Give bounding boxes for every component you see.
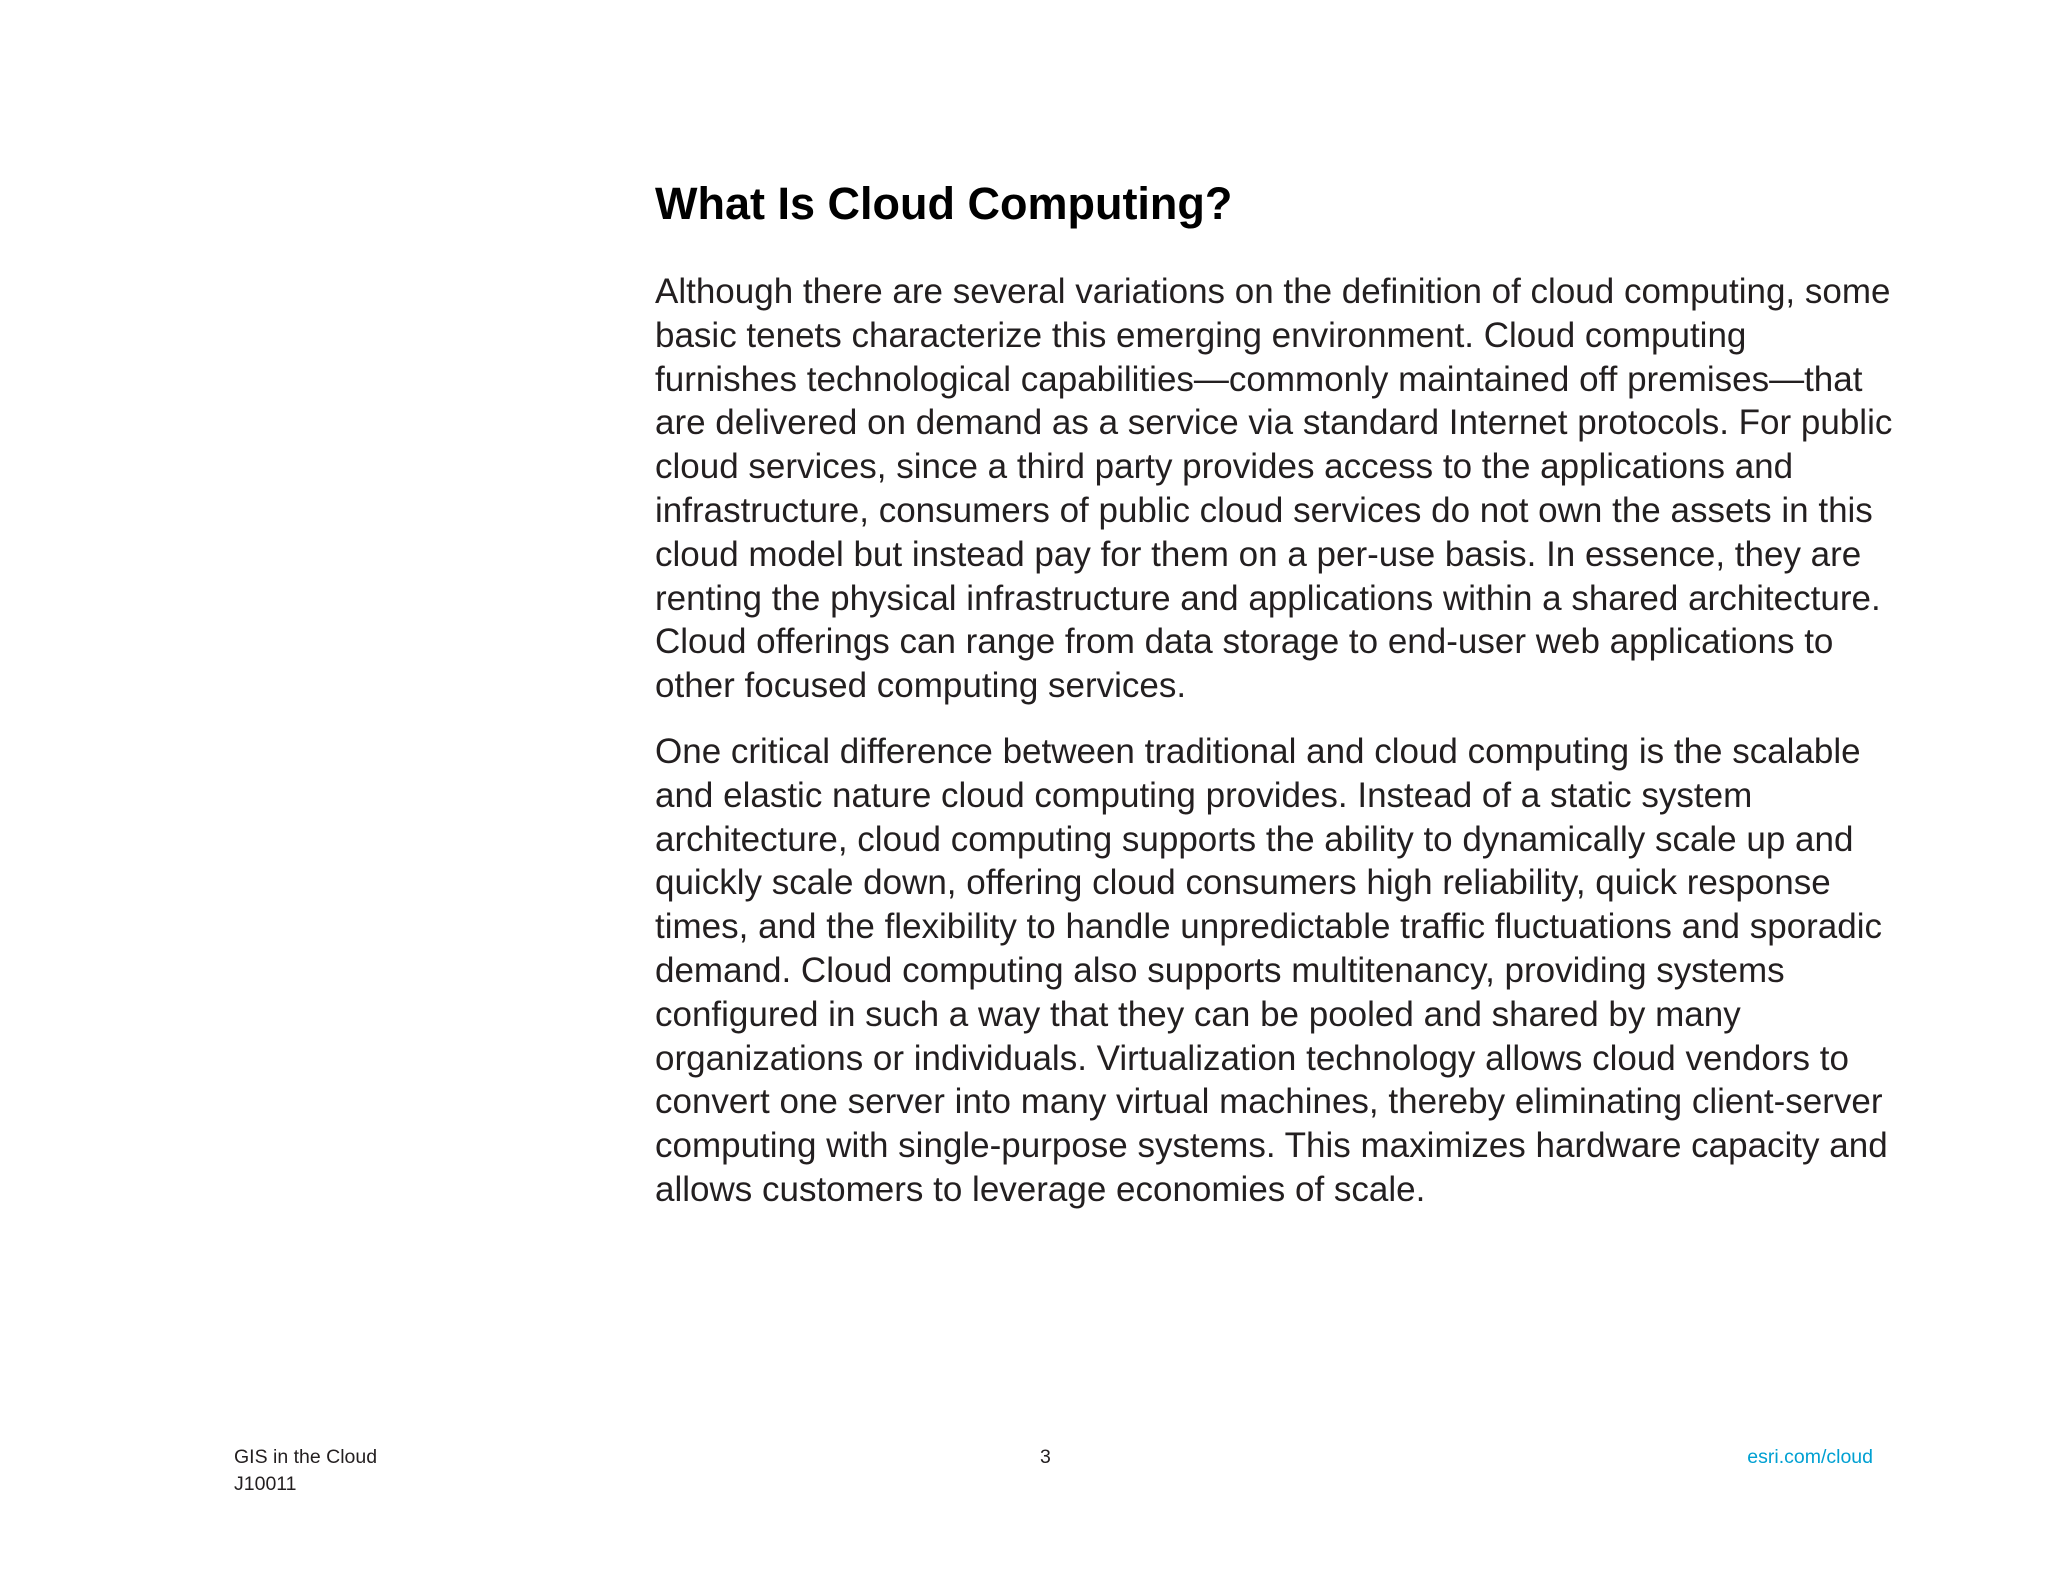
paragraph-scalability: One critical difference between traditional and cloud computing is the scalable and elastic nature cloud computing provides. Instead of a static system architecture, cloud computing supports the ability to dynamically scale up and quickly scale down, offering cloud consumers high reliability, quick response times, and the flexibility to handle unpredictable traffic fluctuations and sporadic demand. Cloud computing also supports multitenancy, providing systems configured in such a way that they can be pooled and shared by many organizations or individuals. Virtualization technology allows cloud vendors to convert one server into many virtual machines, thereby eliminating client-server computing with single-purpose systems. This maximizes hardware capacity and allows customers to leverage economies of scale. xyxy=(655,731,1888,1209)
page-title: What Is Cloud Computing? xyxy=(655,178,1233,229)
footer-doc-code: J10011 xyxy=(234,1473,297,1495)
article-body xyxy=(655,178,1895,1234)
page-number: 3 xyxy=(1040,1446,1051,1468)
footer-link-esri-cloud[interactable]: esri.com/cloud xyxy=(1747,1446,1873,1468)
footer-doc-title: GIS in the Cloud xyxy=(234,1446,378,1468)
footer-doc-info xyxy=(234,1444,377,1498)
paragraph-definition: Although there are several variations on the definition of cloud computing, some basic tenets characterize this emerging environment. Cloud computing furnishes technological capabilities—commonly maintained off premises—that are delivered on demand as a service via standard Internet protocols. For public cloud services, since a third party provides access to the applications and infrastructure, consumers of public cloud services do not own the assets in this cloud model but instead pay for them on a per-use basis. In essence, they are renting the physical infrastructure and applications within a shared architecture. Cloud offerings can range from data storage to end-user web applications to other focused computing services. xyxy=(655,272,1893,706)
